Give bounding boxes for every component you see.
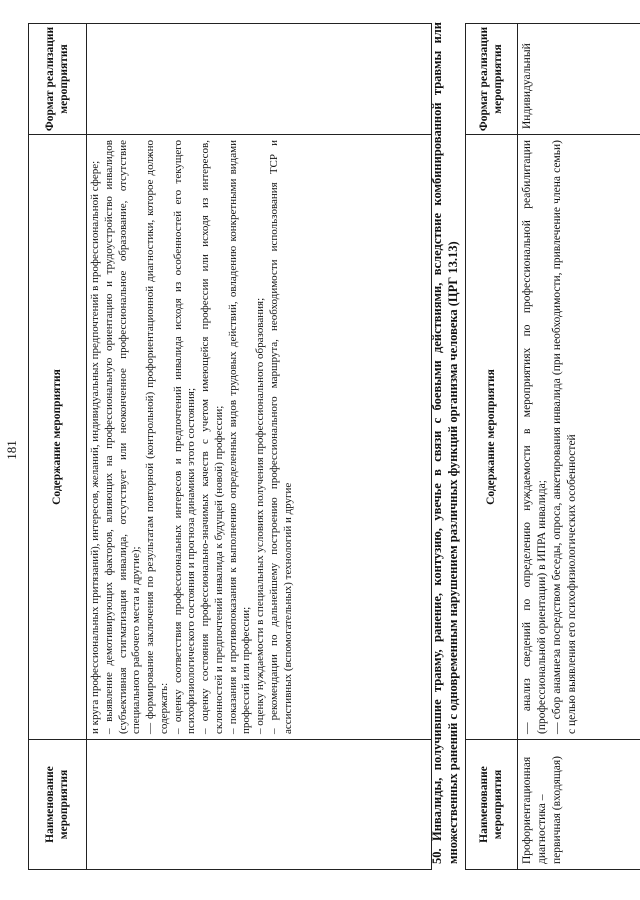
cell-measure-name: Профориентационная диагностика – первичная (входящая)	[518, 740, 640, 870]
content-item: – выявление демотивирующих факторов, влияющих на профессиональную ориентацию и трудоустройство инвалидов (субъективная стигматизация инвалида, отсутствует или неоконченное профессиональное образование, отсутствие специального рабочего места и другие);	[102, 140, 143, 734]
header-measure-name: Наименование мероприятия	[466, 740, 518, 870]
header-measure-name: Наименование мероприятия	[29, 740, 87, 870]
cell-measure-name-empty	[87, 740, 432, 870]
header-measure-content: Содержание мероприятия	[29, 135, 87, 740]
cell-measure-format: Индивидуальный	[518, 24, 640, 135]
measures-table-section-50	[465, 23, 640, 870]
content-item: — формирование заключения по результатам повторной (контрольной) профориентационной диагностики, которое должно содержать:	[144, 140, 170, 734]
content-item: — анализ сведений по определению нуждаемости в мероприятиях по профессиональной реабилитации (профессиональной ориентации) в ИПРА инвалида;	[521, 140, 548, 734]
content-item: — сбор анамнеза посредством беседы, опроса, анкетирования инвалида (при необходимости, привлечение члена семьи) с целью выявления его психофизиологических особенностей	[550, 140, 578, 734]
content-item: – оценку нуждаемости в специальных условиях получения профессионального образования;	[254, 297, 266, 734]
content-item: и круга профессиональных притязаний), интересов, желаний, индивидуальных предпочтений в профессиональной сфере;	[89, 160, 101, 734]
cell-measure-content	[87, 135, 432, 740]
measures-table-continued	[28, 23, 432, 870]
content-item: – рекомендации по дальнейшему построению профессионального маршрута, необходимости использования ТСР и ассистивных (вспомогательных) технологий и другие	[267, 140, 294, 734]
content-item: – показания и противопоказания к выполнению определенных видов трудовых действий, овладению конкретными видами профессий или профессии;	[226, 140, 253, 734]
cell-measure-content	[518, 135, 640, 740]
header-measure-content: Содержание мероприятия	[466, 135, 518, 740]
cell-measure-format-empty	[87, 24, 432, 135]
section-heading: 50. Инвалиды, получившие травму, ранение, контузию, увечье в связи с боевыми действиями, вследствие комбинированной травмы или множественных ранений с одновременным нарушением различных функций организма человека (ЦРГ 13.13)	[430, 22, 461, 864]
content-item: – оценку состояния профессионально-значимых качеств с учетом имеющейся профессии или исходя из интересов, склонностей и предпочтений инвалида к будущей (новой) профессии;	[199, 140, 225, 734]
header-measure-format: Формат реализации мероприятия	[29, 24, 87, 135]
content-item: – оценку соответствия профессиональных интересов и предпочтений инвалида исходя из особенностей его текущего психофизиологического состояния и прогноза динамики этого состояния;	[171, 140, 198, 734]
header-measure-format: Формат реализации мероприятия	[466, 24, 518, 135]
page-number: 181	[4, 440, 19, 460]
